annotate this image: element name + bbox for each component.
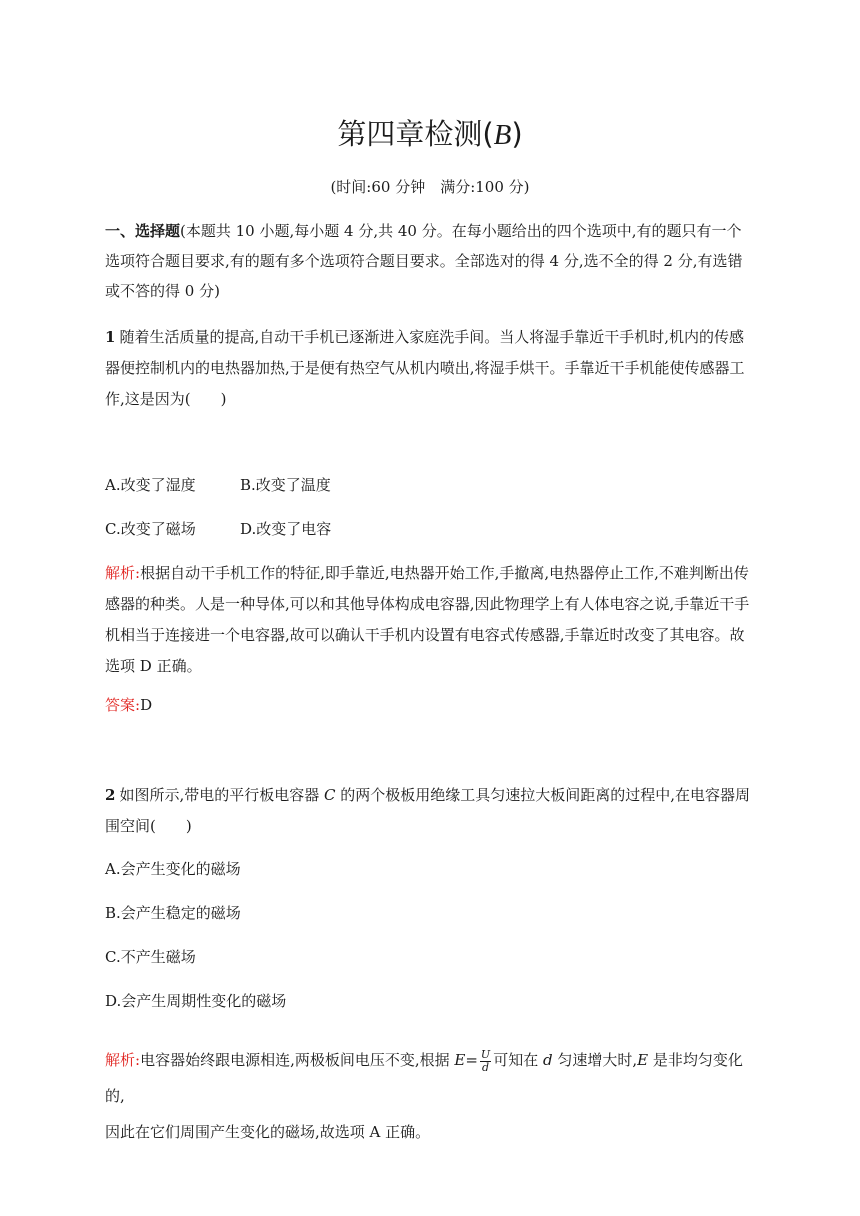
question-1-stem bbox=[105, 322, 753, 415]
option-a: A.改变了湿度 bbox=[105, 476, 196, 494]
section-heading: 一、选择题 bbox=[105, 222, 181, 240]
capacitor-variable: C bbox=[323, 786, 336, 804]
analysis-text: 是非均匀变化的, bbox=[105, 1051, 743, 1105]
option-c: C.不产生磁场 bbox=[105, 948, 196, 966]
section-instructions bbox=[105, 216, 753, 306]
option-a: A.会产生变化的磁场 bbox=[105, 860, 241, 878]
analysis-text: 匀速增大时, bbox=[552, 1051, 638, 1069]
analysis-text: 电容器始终跟电源相连,两极板间电压不变,根据 bbox=[140, 1051, 455, 1069]
question-number: 2 bbox=[105, 786, 116, 804]
answer-label: 答案: bbox=[105, 696, 141, 714]
question-text-part: 如图所示,带电的平行板电容器 bbox=[119, 786, 324, 804]
distance-variable: d bbox=[542, 1051, 553, 1069]
title-variable: B bbox=[493, 119, 512, 151]
analysis-label: 解析: bbox=[105, 1051, 141, 1069]
analysis-label: 解析: bbox=[105, 564, 141, 582]
fraction-denominator: d bbox=[482, 1060, 490, 1074]
fraction-u-over-d bbox=[480, 1049, 491, 1074]
question-1-answer bbox=[105, 690, 753, 721]
question-1-analysis bbox=[105, 558, 753, 682]
title-text: 第四章检测( bbox=[337, 117, 494, 151]
question-2-analysis bbox=[105, 1042, 753, 1150]
question-text: 随着生活质量的提高,自动干手机已逐渐进入家庭洗手间。当人将湿手靠近干手机时,机内的传感器便控制机内的电热器加热,于是便有热空气从机内喷出,将湿手烘干。手靠近干手机能使传感器工作,这是因为( ) bbox=[105, 328, 745, 408]
option-b: B.会产生稳定的磁场 bbox=[105, 904, 241, 922]
option-d: D.会产生周期性变化的磁场 bbox=[105, 992, 287, 1010]
option-d: D.改变了电容 bbox=[240, 520, 332, 538]
section-text: (本题共 10 小题,每小题 4 分,共 40 分。在每小题给出的四个选项中,有的题只有一个选项符合题目要求,有的题有多个选项符合题目要求。全部选对的得 4 分,选不全的得 2 分,有选错或不答的得 0 分) bbox=[105, 222, 743, 300]
analysis-text: 因此在它们周围产生变化的磁场,故选项 A 正确。 bbox=[105, 1123, 431, 1141]
field-variable: E bbox=[454, 1051, 466, 1069]
field-variable: E bbox=[637, 1051, 649, 1069]
answer-text: D bbox=[140, 696, 153, 714]
title-close: ) bbox=[511, 117, 523, 151]
fraction-numerator: U bbox=[480, 1047, 491, 1061]
question-text-part: 的两个极板用绝缘工具匀速拉大板间距离的过程中,在电容器周围空间( ) bbox=[105, 786, 751, 835]
exam-info: (时间:60 分钟 满分:100 分) bbox=[330, 178, 530, 196]
question-number: 1 bbox=[105, 328, 116, 346]
equals-sign: = bbox=[465, 1051, 478, 1069]
analysis-text: 根据自动干手机工作的特征,即手靠近,电热器开始工作,手撤离,电热器停止工作,不难判断出传感器的种类。人是一种导体,可以和其他导体构成电容器,因此物理学上有人体电容之说,手靠近干手机相当于连接进一个电容器,故可以确认干手机内设置有电容式传感器,手靠近时改变了其电容。故选项 D 正确。 bbox=[105, 564, 750, 675]
option-b: B.改变了温度 bbox=[240, 476, 331, 494]
question-2-stem bbox=[105, 780, 753, 842]
analysis-text: 可知在 bbox=[493, 1051, 543, 1069]
page-title bbox=[0, 112, 860, 153]
option-c: C.改变了磁场 bbox=[105, 520, 196, 538]
